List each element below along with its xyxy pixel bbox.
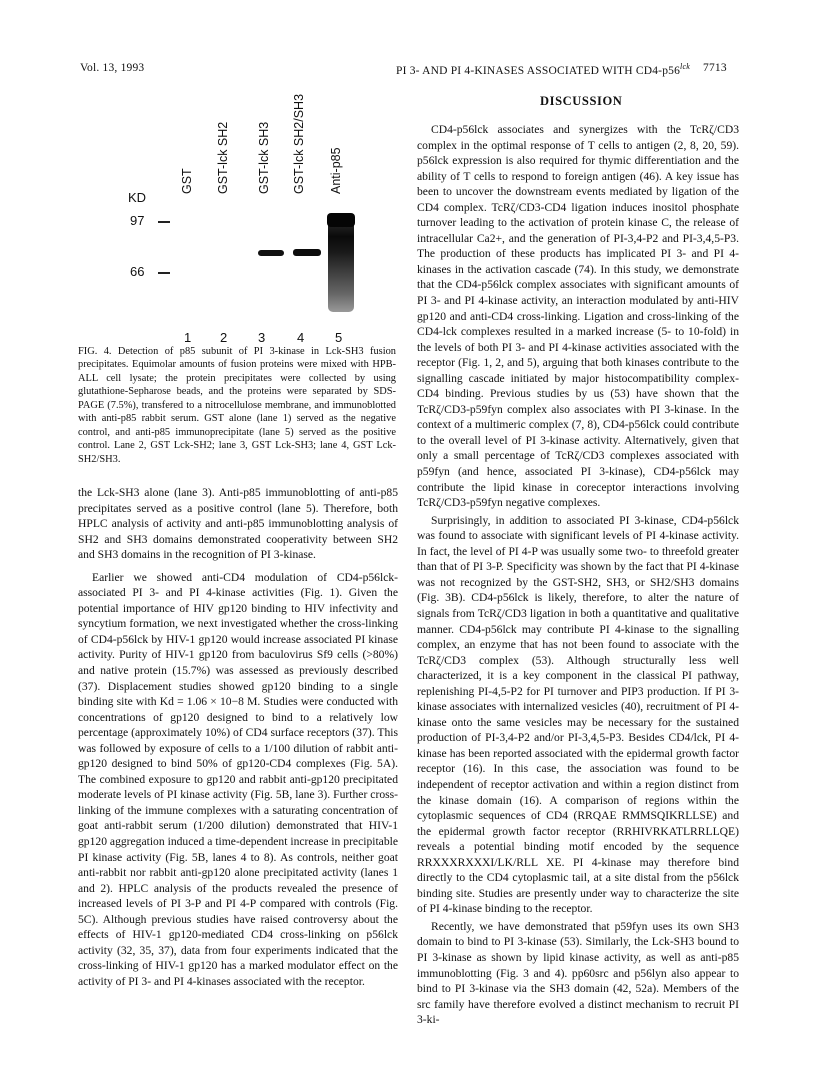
lane-label-4: GST-lck SH2/SH3 (292, 93, 306, 194)
figure-caption (78, 345, 396, 466)
figure-caption-text: FIG. 4. Detection of p85 subunit of PI 3-kinase in Lck-SH3 fusion precipitates. Equimolar amounts of fusion proteins were mixed with HPB-ALL cell lysate; the protein precipitates were collected by using glutathione-Sepharose beads, and the proteins were separated by SDS-PAGE (7.5%), transfered to a nitrocellulose membrane, and immunoblotted with anti-p85 rabbit serum. GST alone (lane 1) served as the negative control, and anti-p85 immunoprecipitate (lane 5) served as the positive control. Lane 2, GST Lck-SH2; lane 3, GST Lck-SH3; lane 4, GST Lck-SH2/SH3. (78, 346, 396, 465)
marker-97: 97 (130, 213, 145, 228)
left-column (78, 485, 398, 990)
band-lane-3 (258, 250, 284, 256)
figure-4 (78, 80, 408, 345)
right-paragraph-2: Surprisingly, in addition to associated PI 3-kinase, CD4-p56lck was found to associate with significant levels of PI 4-kinase activity. In fact, the level of PI 4-P was usually some two- to threefold greater than that of PI 3-P. Specificity was shown by the fact that PI 4-kinase was not recognized by the GST-SH2, SH3, or SH2/SH3 domains (Fig. 3B). CD4-p56lck is likely, therefore, to alter the nature of signals from TcRζ/CD3 ligation in both a quantitative and qualitative manner. CD4-p56lck may contribute PI 4-kinase to the signalling complex, an enzyme that has not been found to associate with the TcRζ/CD3 complex (53). Although structurally less well characterized, it is a key component in the classical PI pathway, replenishing PI-4,5-P2 for PI turnover and PIP3 production. If PI 3-kinase associates with internalized vesicles (40), recruitment of PI 4-kinase onto the same vesicles may be necessary for the sustained production of PI-3,4-P2 and/or PI-3,4,5-P3. Besides CD4/lck, PI 4-kinase has been reported associated with the epidermal growth factor receptor (16). In this case, the association was found to be independent of receptor activation and within a region distinct from the kinase domain (16). A comparison of regions within the cytoplasmic sequences of CD4 (RRQAE RMMSQIKRLLSE) and the epidermal growth factor receptor (RRHIVRKATLRRLLQE) reveals a potential binding motif encoded by the sequence RRXXXRXXXI/LK/RLL XE. PI 4-kinase may therefore bind directly to the CD4 cytoplasmic tail, at a site distal from the p56lck binding site. Studies are presently under way to characterize the site of PI 4-kinase binding to the receptor. (417, 513, 739, 916)
band-lane-5-smear (328, 220, 354, 312)
lane-label-5: Anti-p85 (329, 147, 343, 194)
header-title-text: PI 3- AND PI 4-KINASES ASSOCIATED WITH CD4-p56 (396, 64, 681, 77)
discussion-heading: DISCUSSION (540, 94, 623, 108)
left-paragraph-2: Earlier we showed anti-CD4 modulation of CD4-p56lck-associated PI 3- and PI 4-kinase activities (Fig. 1). Given the potential importance of HIV gp120 binding to HIV infectivity and syncytium formation, we next investigated whether the cross-linking of CD4-p56lck by HIV-1 gp120 would increase associated PI kinase activity. Purity of HIV-1 gp120 from baculovirus Sf9 cells (>80%) and native protein (15.7%) was assessed as previously described (37). Displacement studies showed gp120 binding to a single binding site with Kd = 1.06 × 10−8 M. Studies were conducted with concentrations of gp120 designed to bind to a relatively low percentage (approximately 10%) of CD4 surface receptors (37). This was followed by exposure of cells to a 1/100 dilution of rabbit anti-gp120 designed to bind 50% of gp120-CD4 complexes (Fig. 5A). The combined exposure to gp120 and rabbit anti-gp120 precipitated moderate levels of PI kinase activity (Fig. 5B, lane 3). Further cross-linking of the immune complexes with a saturating concentration of goat anti-rabbit serum (1/200 dilution) demonstrated that HIV-1 gp120 aggregation induced a time-dependent increase in precipitable PI kinase activity (Fig. 5B, lanes 4 to 8). As controls, neither goat anti-rabbit nor rabbit anti-gp120 alone precipitated activity (lanes 1 and 2). HPLC analysis of the products revealed the presence of increased levels of PI 3-P and PI 4-P compared with controls (Fig. 5C). Although previous studies have raised controversy about the effects of HIV-1 gp120-mediated CD4 cross-linking on p56lck activity (32, 35, 37), data from four experiments indicated that the cross-linking of HIV-1 gp120 has a marked modulator effect on the activity of PI 3- and PI 4-kinases associated with the receptor. (78, 570, 398, 988)
right-paragraph-1: CD4-p56lck associates and synergizes with the TcRζ/CD3 complex in the optimal response of T cells to antigen (2, 8, 20, 59). p56lck expression is also required for thymic differentiation and the ability of T cells to respond to foreign antigen (46). A key issue has been to uncover the downstream events mediated by ligation of the CD4 complex. TcRζ/CD3-CD4 ligation induces inositol phosphate turnover leading to the activation of protein kinase C, the release of intracellular Ca2+, and the generation of PI-3,4-P2 and PI-3,4,5-P3. The production of these products has implicated PI 3- and PI 4-kinases in the activation cascade (74). In this study, we demonstrate that the CD4-p56lck complex associates with significant amounts of PI 3- and PI 4-kinase activity, an interaction modulated by anti-HIV gp120 and anti-CD4 cross-linking. Ligation and cross-linking of the CD4-lck complexes resulted in a marked increase (5- to 10-fold) in the levels of both PI 3- and PI 4-kinase activities associated with the receptor (Fig. 1, 2, and 5), arguing that both kinases contribute to the signalling cascade initiated by major histocompatibility complex-CD4 binding. Previous studies by us (53) have shown that the TcRζ/CD3-p59fyn complex also associates with PI 3-kinase. In the context of a multimeric complex (7, 8), CD4-p56lck could contribute to the overall level of PI 3-kinase activity. Alternatively, given that only a small percentage of TcRζ/CD3 complexes associated with p59fyn (and hence, associated PI 3-kinase), CD4-p56lck may contribute the lipid kinase in coreceptor interactions involving TcRζ/CD3-p59fyn negative complexes. (417, 123, 739, 510)
lane-number-2: 2 (220, 330, 228, 345)
running-header-title (396, 62, 690, 77)
right-column (417, 122, 739, 1028)
kd-label: KD (128, 190, 147, 205)
running-header-volume: Vol. 13, 1993 (80, 62, 145, 74)
lane-label-2: GST-lck SH2 (216, 121, 230, 194)
marker-66-tick (158, 272, 170, 274)
marker-97-tick (158, 221, 170, 223)
lane-number-5: 5 (335, 330, 343, 345)
band-lane-5-upper (327, 213, 355, 227)
page-number: 7713 (703, 62, 727, 74)
right-paragraph-3: Recently, we have demonstrated that p59fyn uses its own SH3 domain to bind to PI 3-kinase (53). Similarly, the Lck-SH3 bound to PI 3-kinase as shown by lipid kinase activity, as well as anti-p85 immunoblotting (Fig. 3 and 4). pp60src and p56lyn also appear to bind to PI 3-kinase via the SH3 domain (42, 52a). Members of the src family have therefore evolved a distinct mechanism to recruit PI 3-ki- (417, 919, 739, 1027)
lane-label-1: GST (180, 168, 194, 194)
marker-66: 66 (130, 264, 145, 279)
lane-number-3: 3 (258, 330, 266, 345)
left-paragraph-1: the Lck-SH3 alone (lane 3). Anti-p85 immunoblotting of anti-p85 precipitates served as a positive control (lane 5). Therefore, both HPLC analysis of activity and anti-p85 immunoblotting analysis of SH2 and SH3 domains demonstrated cooperativity between SH2 and SH3 domains in the recognition of PI 3-kinase. (78, 486, 398, 562)
lane-number-4: 4 (297, 330, 305, 345)
header-title-sup: lck (680, 62, 690, 71)
band-lane-4 (293, 249, 321, 256)
lane-label-3: GST-lck SH3 (257, 121, 271, 194)
lane-number-1: 1 (184, 330, 192, 345)
